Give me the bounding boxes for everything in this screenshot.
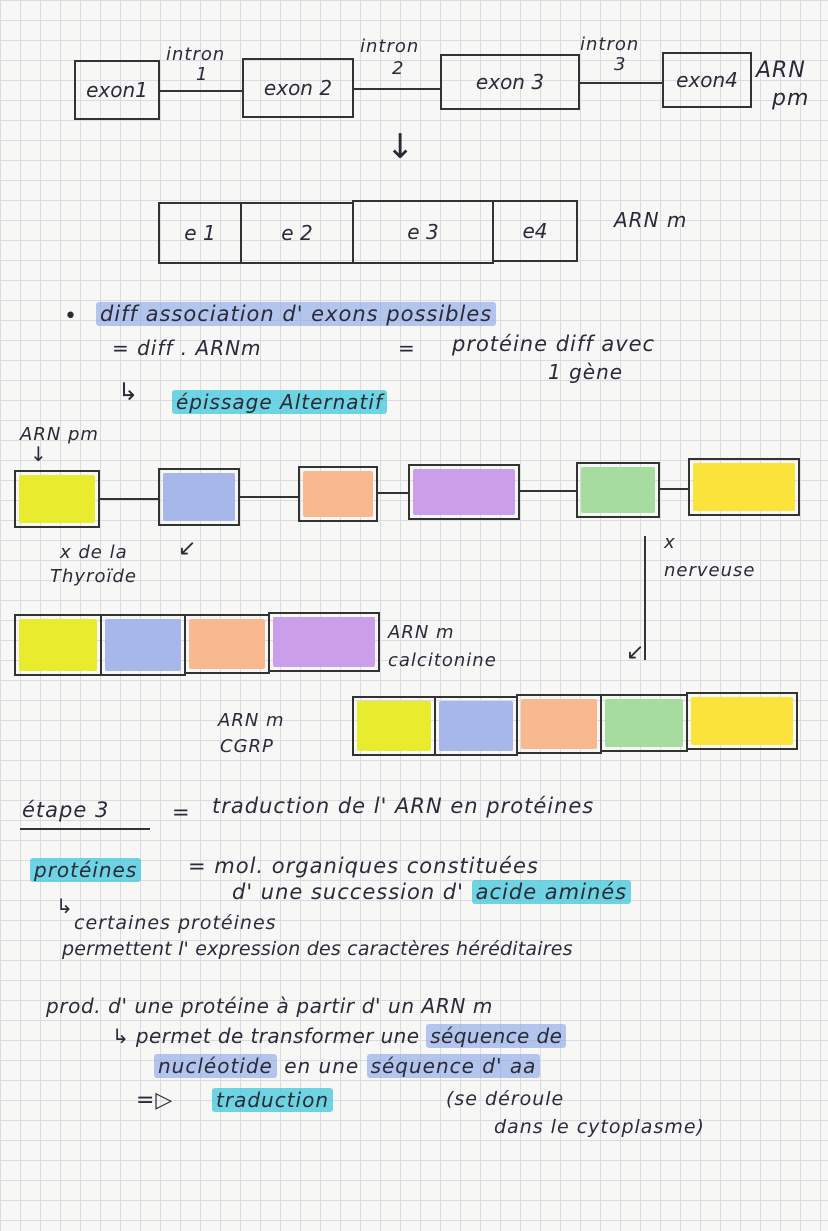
proteins-line-3: certaines protéines	[74, 912, 277, 934]
intron-line	[520, 490, 576, 492]
exon-fill	[273, 617, 375, 667]
cgrp-label-2: CGRP	[220, 736, 274, 757]
highlighted-text: nucléotide	[154, 1054, 277, 1078]
production-arrow-icon: =▷	[136, 1088, 174, 1113]
splicing-line-2-left: = diff . ARNm	[112, 336, 262, 360]
exon-segment-blue	[434, 696, 518, 756]
intron-line-1	[160, 90, 242, 92]
exon-segment-green	[600, 694, 688, 752]
splicing-line-3: 1 gène	[548, 360, 624, 384]
proteins-line-2	[232, 882, 631, 903]
exon-segment-yellow	[352, 696, 436, 756]
exon-fill	[19, 619, 97, 671]
intron-number-1: 1	[196, 64, 209, 85]
exon-label: exon 3	[475, 70, 545, 94]
exon-fill	[189, 619, 265, 669]
proteins-keyword	[30, 860, 141, 880]
highlighted-text: séquence d' aa	[367, 1054, 541, 1078]
intron-label-1: intron	[166, 44, 226, 65]
exon-box-1	[74, 60, 160, 120]
exon-segment-yellow	[14, 470, 100, 528]
down-arrow-icon: ↓	[386, 127, 416, 167]
step-title-underline	[20, 828, 150, 830]
nervous-arrow-icon: ↙	[626, 640, 646, 665]
mrna-exon-2	[240, 202, 354, 264]
mrna-exon-4	[492, 200, 578, 262]
pre-mrna-label: ARN	[756, 58, 806, 83]
intron-line-2	[354, 88, 440, 90]
highlighted-text: diff association d' exons possibles	[96, 302, 496, 326]
exon-segment-gold	[688, 458, 800, 516]
intron-line	[240, 496, 298, 498]
intron-line	[378, 492, 408, 494]
thyroid-label: x de la	[60, 542, 128, 563]
exon-label: exon 2	[263, 76, 333, 100]
exon-fill	[105, 619, 181, 671]
exon-fill	[19, 475, 95, 523]
calcitonin-label-2: calcitonine	[388, 650, 497, 671]
nervous-label-2: nerveuse	[664, 560, 756, 581]
intron-line	[660, 488, 688, 490]
bullet-icon: •	[64, 304, 78, 329]
exon-segment-orange	[298, 466, 378, 522]
mrna-label: ARN m	[614, 208, 688, 232]
splicing-line-2-right: protéine diff avec	[452, 332, 656, 356]
production-note-2: dans le cytoplasme)	[494, 1116, 705, 1138]
down-arrow-icon: ↓	[30, 442, 48, 466]
step-text: traduction de l' ARN en protéines	[212, 794, 595, 818]
highlighted-text: séquence de	[426, 1024, 566, 1048]
step-eq: =	[172, 800, 191, 824]
splicing-line-2-eq: =	[398, 336, 416, 360]
exon-segment-yellow	[14, 614, 102, 676]
step-title: étape 3	[22, 798, 110, 822]
intron-number-2: 2	[392, 58, 405, 79]
exon-fill	[693, 463, 795, 511]
mrna-exon-label: e 1	[184, 221, 216, 245]
splicing-term	[172, 392, 387, 412]
exon-fill	[605, 699, 683, 747]
production-note-1: (se déroule	[446, 1088, 565, 1110]
mrna-exon-1	[158, 202, 242, 264]
exon-fill	[163, 473, 235, 521]
exon-fill	[691, 697, 793, 745]
mrna-exon-label: e4	[522, 219, 548, 243]
exon-segment-orange	[184, 614, 270, 674]
production-line-2-prefix: ↳ permet de transformer une	[112, 1024, 420, 1048]
mrna-exon-3	[352, 200, 494, 264]
exon-box-2	[242, 58, 354, 118]
production-line-3-mid: en une	[284, 1054, 360, 1078]
production-line-2	[112, 1026, 566, 1046]
exon-label: exon1	[86, 78, 148, 102]
thyroid-label-2: Thyroïde	[50, 566, 137, 587]
exon-segment-gold	[686, 692, 798, 750]
exon-box-4	[662, 52, 752, 108]
highlighted-term: protéines	[30, 858, 141, 882]
exon-fill	[581, 467, 655, 513]
exon-segment-blue	[158, 468, 240, 526]
proteins-line-2-prefix: d' une succession d'	[232, 880, 464, 904]
exon-fill	[413, 469, 515, 515]
calcitonin-label: ARN m	[388, 622, 455, 643]
mrna-exon-label: e 2	[281, 221, 313, 245]
proteins-line-4: permettent l' expression des caractères héréditaires	[62, 938, 573, 960]
production-line-1: prod. d' une protéine à partir d' un ARN m	[46, 994, 493, 1018]
exon-fill	[439, 701, 513, 751]
intron-line-3	[580, 82, 662, 84]
splicing-arrow-icon: ↳	[118, 378, 140, 406]
highlighted-term: acide aminés	[472, 880, 632, 904]
exon-fill	[357, 701, 431, 751]
proteins-line-1: = mol. organiques constituées	[188, 854, 539, 878]
splicing-line-1	[96, 304, 496, 325]
pre-mrna-label-2: pm	[772, 86, 810, 111]
thyroid-arrow-icon: ↙	[178, 536, 198, 561]
intron-number-3: 3	[614, 54, 627, 75]
cgrp-label: ARN m	[218, 710, 285, 731]
exon-segment-orange	[516, 694, 602, 754]
exon-fill	[521, 699, 597, 749]
exon-fill	[303, 471, 373, 517]
exon-box-3	[440, 54, 580, 110]
exon-segment-blue	[100, 614, 186, 676]
highlighted-term: traduction	[212, 1088, 333, 1112]
exon-segment-purple	[408, 464, 520, 520]
exon-segment-green	[576, 462, 660, 518]
production-term	[212, 1090, 333, 1110]
exon-segment-purple	[268, 612, 380, 672]
proteins-arrow-icon: ↳	[56, 894, 74, 918]
highlighted-term: épissage Alternatif	[172, 390, 387, 414]
mrna-exon-label: e 3	[407, 220, 439, 244]
exon-label: exon4	[676, 68, 738, 92]
production-line-3	[154, 1056, 540, 1076]
intron-label-3: intron	[580, 34, 640, 55]
nervous-label: x	[664, 532, 676, 553]
intron-label-2: intron	[360, 36, 420, 57]
pre-mrna-label: ARN pm	[20, 424, 99, 445]
intron-line	[100, 498, 158, 500]
